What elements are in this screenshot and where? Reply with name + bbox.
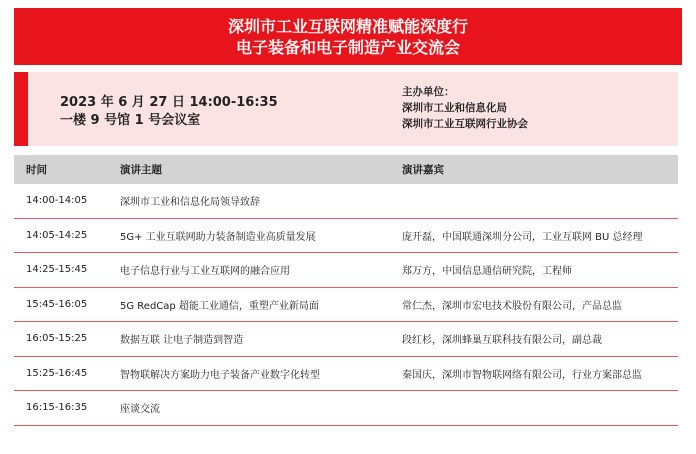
organizer-label: 主办单位： [402,86,455,98]
row-topic: 5G RedCap 超能工业通信，重塑产业新局面 [120,300,319,312]
row-topic: 座谈交流 [120,404,160,416]
row-speaker: 秦国庆，深圳市智物联网络有限公司，行业方案部总监 [402,369,642,381]
agenda-row [14,253,678,288]
row-speaker: 常仁杰，深圳市宏电技术股份有限公司，产品总监 [402,300,622,312]
agenda-row [14,391,678,426]
row-time: 15:25-16:45 [26,367,88,379]
event-when [60,94,278,130]
row-time: 14:05-14:25 [26,229,88,241]
agenda-row [14,322,678,357]
row-topic: 智物联解决方案助力电子装备产业数字化转型 [120,369,320,381]
row-time: 15:45-16:05 [26,298,88,310]
row-topic: 数据互联 让电子制造到智造 [120,335,244,347]
event-title-banner [14,8,682,65]
header-speaker: 演讲嘉宾 [402,164,444,176]
event-venue: 一楼 9 号馆 1 号会议室 [60,113,201,128]
agenda-row [14,357,678,392]
agenda-row [14,184,678,219]
row-topic: 深圳市工业和信息化局领导致辞 [120,197,260,209]
agenda-header-row [14,155,678,184]
event-date: 2023 年 6 月 27 日 14:00-16:35 [60,95,278,110]
event-title-line2: 电子装备和电子制造产业交流会 [235,37,460,57]
organizer-block [402,84,528,132]
row-time: 16:15-16:35 [26,402,88,414]
agenda-table [14,155,678,426]
row-speaker: 段红杉，深圳蜂巢互联科技有限公司，副总裁 [402,335,602,347]
row-time: 14:00-14:05 [26,195,88,207]
row-time: 14:25-15:45 [26,264,88,276]
agenda-row [14,219,678,254]
event-info-panel [14,72,678,146]
row-speaker: 郑万方，中国信息通信研究院，工程师 [402,266,572,278]
row-speaker: 庞开磊，中国联通深圳分公司，工业互联网 BU 总经理 [402,231,643,243]
accent-bar [14,72,28,146]
row-topic: 电子信息行业与工业互联网的融合应用 [120,266,290,278]
row-topic: 5G+ 工业互联网助力装备制造业高质量发展 [120,231,316,243]
organizer-name: 深圳市工业互联网行业协会 [402,118,528,130]
header-topic: 演讲主题 [120,164,162,176]
event-title-line1: 深圳市工业互联网精准赋能深度行 [227,16,468,36]
organizer-name: 深圳市工业和信息化局 [402,102,507,114]
row-time: 16:05-15:25 [26,333,88,345]
agenda-row [14,288,678,323]
header-time: 时间 [26,164,47,176]
